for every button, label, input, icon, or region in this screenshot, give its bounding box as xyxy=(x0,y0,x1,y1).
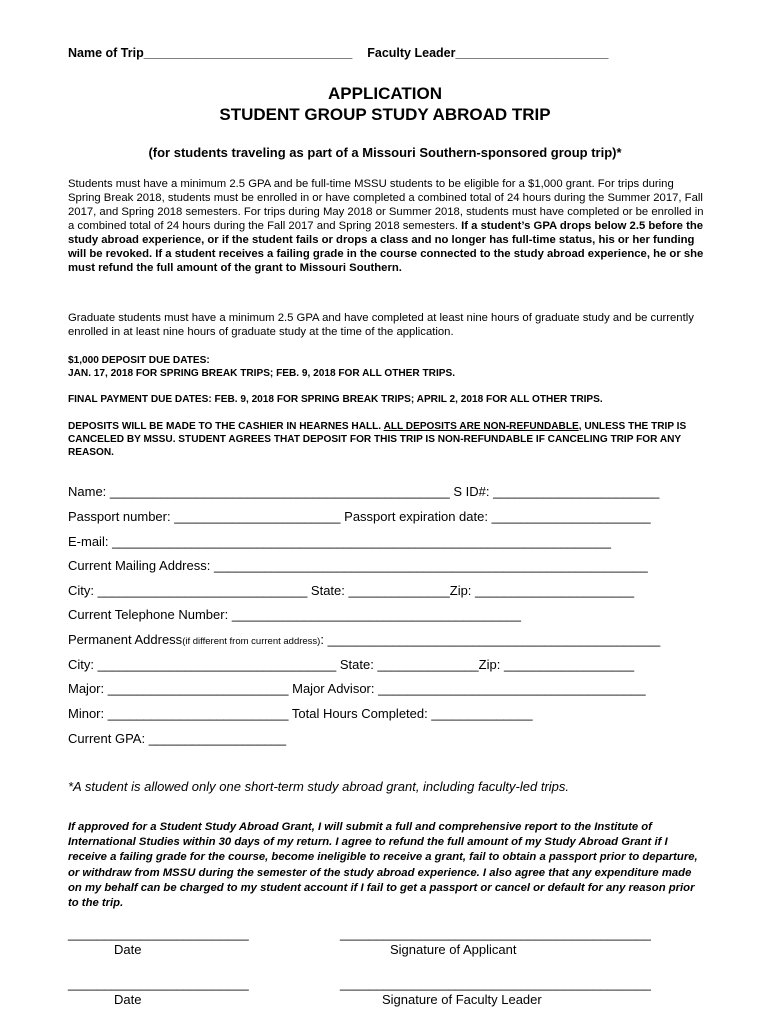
mailing-address-label: Current Mailing Address: xyxy=(68,558,211,573)
deposit-heading: $1,000 DEPOSIT DUE DATES: xyxy=(68,355,210,366)
faculty-leader-label: Faculty Leader xyxy=(367,46,456,60)
deposit-policy xyxy=(68,420,708,459)
phone-field[interactable]: ________________________________________ xyxy=(231,607,522,622)
revocation-warning: If a student’s GPA drops below 2.5 before the study abroad experience, or if the student fails or drops a class and no longer has full-time status, his or her funding will be revoked. If a student receives a failing grade in the course connected to the study abroad experience, he or she must refund the full amount of the grant to Missouri Southern. xyxy=(68,220,704,274)
gpa-row xyxy=(68,731,286,746)
passport-expiration-field[interactable]: ______________________ xyxy=(491,509,651,524)
passport-row xyxy=(68,509,651,524)
city-row-permanent xyxy=(68,657,634,672)
minor-label: Minor: xyxy=(68,706,105,721)
major-label: Major: xyxy=(68,681,105,696)
permanent-address-colon: : xyxy=(320,632,324,647)
state-label: State: xyxy=(339,657,374,672)
name-row xyxy=(68,484,659,499)
grant-limit-note: *A student is allowed only one short-term study abroad grant, including faculty-led trips. xyxy=(68,779,570,794)
faculty-signature-line[interactable]: ___________________________________________ xyxy=(340,976,651,991)
permanent-address-label: Permanent Address xyxy=(68,632,183,647)
email-row xyxy=(68,534,611,549)
gpa-label: Current GPA: xyxy=(68,731,146,746)
page-title: APPLICATION xyxy=(328,84,442,103)
student-id-field[interactable]: _______________________ xyxy=(493,484,660,499)
eligibility-subtitle: (for students traveling as part of a Missouri Southern-sponsored group trip)* xyxy=(148,145,622,160)
zip-label: Zip: xyxy=(449,583,472,598)
agreement-statement: If approved for a Student Study Abroad Grant, I will submit a full and comprehensive report to the Institute of International Studies within 30 days of my return. I agree to refund the full amount of my Study Abroad Grant if I receive a failing grade for the course, become ineligible to receive a grant, fail to obtain a passport prior to departure, or withdraw from MSSU during the semester of the study abroad experience. I also agree that any expenditure made on my behalf can be charged to my student account if I fail to get a passport or cancel or default for any reason prior to the trip. xyxy=(68,821,698,910)
city-row-current xyxy=(68,583,634,598)
minor-field[interactable]: _________________________ xyxy=(107,706,289,721)
city-field[interactable]: _________________________________ xyxy=(97,657,337,672)
date-line-applicant[interactable]: _________________________ xyxy=(68,926,249,941)
page-subtitle-heading: STUDENT GROUP STUDY ABROAD TRIP xyxy=(219,105,551,124)
major-row xyxy=(68,681,646,696)
zip-field[interactable]: __________________ xyxy=(503,657,635,672)
city-label: City: xyxy=(68,657,94,672)
gpa-field[interactable]: ___________________ xyxy=(148,731,287,746)
major-field[interactable]: _________________________ xyxy=(107,681,289,696)
email-field[interactable]: _____________________________________________________________________ xyxy=(112,534,611,549)
student-id-label: S ID#: xyxy=(453,484,490,499)
city-label: City: xyxy=(68,583,94,598)
date-line-faculty[interactable]: _________________________ xyxy=(68,976,249,991)
non-refundable-notice: ALL DEPOSITS ARE NON-REFUNDABLE xyxy=(383,421,579,432)
total-hours-field[interactable]: ______________ xyxy=(431,706,533,721)
trip-name-field[interactable]: ______________________________ xyxy=(143,46,353,60)
deposit-policy-text: DEPOSITS WILL BE MADE TO THE CASHIER IN HEARNES HALL. xyxy=(68,421,382,432)
state-field[interactable]: ______________ xyxy=(348,583,450,598)
graduate-paragraph: Graduate students must have a minimum 2.5 GPA and have completed at least nine hours of graduate study and be currently enrolled in at least nine hours of graduate study at the time of the application. xyxy=(68,312,694,338)
name-field[interactable]: _______________________________________________ xyxy=(109,484,450,499)
passport-number-label: Passport number: xyxy=(68,509,171,524)
mailing-address-field[interactable]: ____________________________________________________________ xyxy=(213,558,648,573)
phone-label: Current Telephone Number: xyxy=(68,607,229,622)
zip-field[interactable]: ______________________ xyxy=(475,583,635,598)
phone-row xyxy=(68,607,521,622)
state-label: State: xyxy=(310,583,345,598)
city-field[interactable]: _____________________________ xyxy=(97,583,308,598)
trip-header-line xyxy=(68,46,608,60)
major-advisor-field[interactable]: _____________________________________ xyxy=(378,681,646,696)
deposit-policy-text-2: , UNLESS THE TRIP IS CANCELED BY MSSU. STUDENT AGREES THAT DEPOSIT FOR THIS TRIP IS NON-REFUNDABLE IF CANCELING TRIP FOR ANY REASON. xyxy=(68,421,687,458)
applicant-signature-label: Signature of Applicant xyxy=(390,942,517,957)
faculty-leader-field[interactable]: ______________________ xyxy=(455,46,609,60)
name-label: Name: xyxy=(68,484,107,499)
applicant-signature-line[interactable]: ___________________________________________ xyxy=(340,926,651,941)
email-label: E-mail: xyxy=(68,534,109,549)
date-label: Date xyxy=(114,942,142,957)
permanent-address-row xyxy=(68,632,660,647)
passport-expiration-label: Passport expiration date: xyxy=(344,509,488,524)
zip-label: Zip: xyxy=(478,657,501,672)
deposit-dates: JAN. 17, 2018 FOR SPRING BREAK TRIPS; FEB. 9, 2018 FOR ALL OTHER TRIPS. xyxy=(68,368,456,379)
final-payment-dates: FINAL PAYMENT DUE DATES: FEB. 9, 2018 FOR SPRING BREAK TRIPS; APRIL 2, 2018 FOR ALL OTHER TRIPS. xyxy=(68,394,603,405)
eligibility-paragraph xyxy=(68,177,708,275)
faculty-signature-label: Signature of Faculty Leader xyxy=(382,992,542,1007)
minor-row xyxy=(68,706,533,721)
passport-number-field[interactable]: _______________________ xyxy=(174,509,341,524)
deposit-due-dates xyxy=(68,354,708,380)
trip-name-label: Name of Trip xyxy=(68,46,144,60)
state-field[interactable]: ______________ xyxy=(377,657,479,672)
major-advisor-label: Major Advisor: xyxy=(292,681,375,696)
permanent-address-note: (if different from current address) xyxy=(182,636,321,647)
eligibility-text: Students must have a minimum 2.5 GPA and be full-time MSSU students to be eligible for a $1,000 grant. For trips during Spring Break 2018, students must be enrolled in or have completed a combined total of 24 hours during the Summer 2017, Fall 2017, and Spring 2018 semesters. For trips during May 2018 or Summer 2018, students must have completed or be enrolled in a combined total of 24 hours during the Fall 2017 and Spring 2018 semesters. xyxy=(68,178,704,232)
date-label: Date xyxy=(114,992,142,1007)
permanent-address-field[interactable]: ______________________________________________ xyxy=(327,632,661,647)
mailing-address-row xyxy=(68,558,648,573)
total-hours-label: Total Hours Completed: xyxy=(291,706,428,721)
